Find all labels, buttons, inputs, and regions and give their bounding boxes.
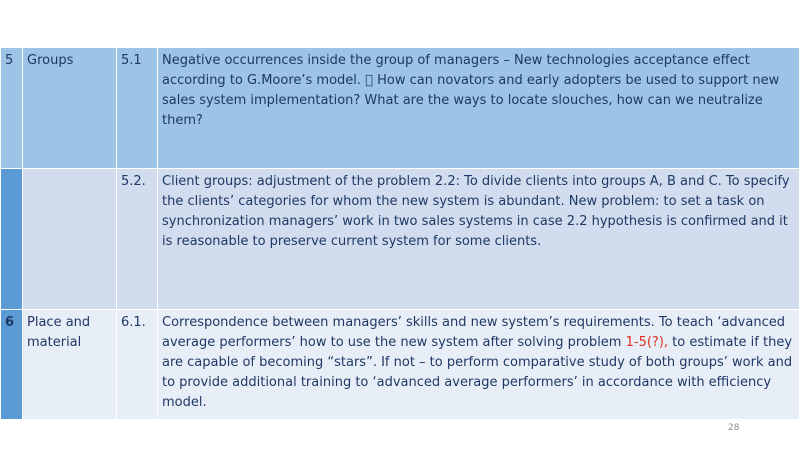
table-row bbox=[1, 310, 800, 420]
table-row bbox=[1, 48, 800, 169]
row-number bbox=[1, 169, 23, 310]
row-topic: Place and material bbox=[23, 310, 117, 420]
row-description: Client groups: adjustment of the problem 2.2: To divide clients into groups A, B and C. To specify the clients’ categories for whom the new system is abundant. New problem: to set a task on synchronization managers’ work in two sales systems in case 2.2 hypothesis is confirmed and it is reasonable to preserve current system for some clients. bbox=[158, 169, 800, 310]
row-number: 5 bbox=[1, 48, 23, 169]
row-code: 5.2. bbox=[117, 169, 158, 310]
row-number: 6 bbox=[1, 310, 23, 420]
slide-number: 28 bbox=[728, 423, 740, 433]
topics-table bbox=[0, 47, 800, 420]
row-code: 6.1. bbox=[117, 310, 158, 420]
description-text: Correspondence between managers’ skills and new system’s requirements. To teach ‘advanced average performers’ how to use the new system after solving problem bbox=[162, 315, 785, 350]
description-text: to estimate if they are capable of becoming “stars”. If not – to perform comparative study of both groups’ work and to provide additional training to ‘advanced average performers’ in accordance with efficiency model. bbox=[162, 335, 793, 410]
row-topic: Groups bbox=[23, 48, 117, 169]
row-description bbox=[158, 310, 800, 420]
row-topic bbox=[23, 169, 117, 310]
row-code: 5.1 bbox=[117, 48, 158, 169]
row-description: Negative occurrences inside the group of managers – New technologies acceptance effect according to G.Moore’s model. How can novators and early adopters be used to support new sales system implementation? What are the ways to locate slouches, how can we neutralize them? bbox=[158, 48, 800, 169]
table-row bbox=[1, 169, 800, 310]
problem-reference: 1-5(?), bbox=[625, 335, 669, 350]
